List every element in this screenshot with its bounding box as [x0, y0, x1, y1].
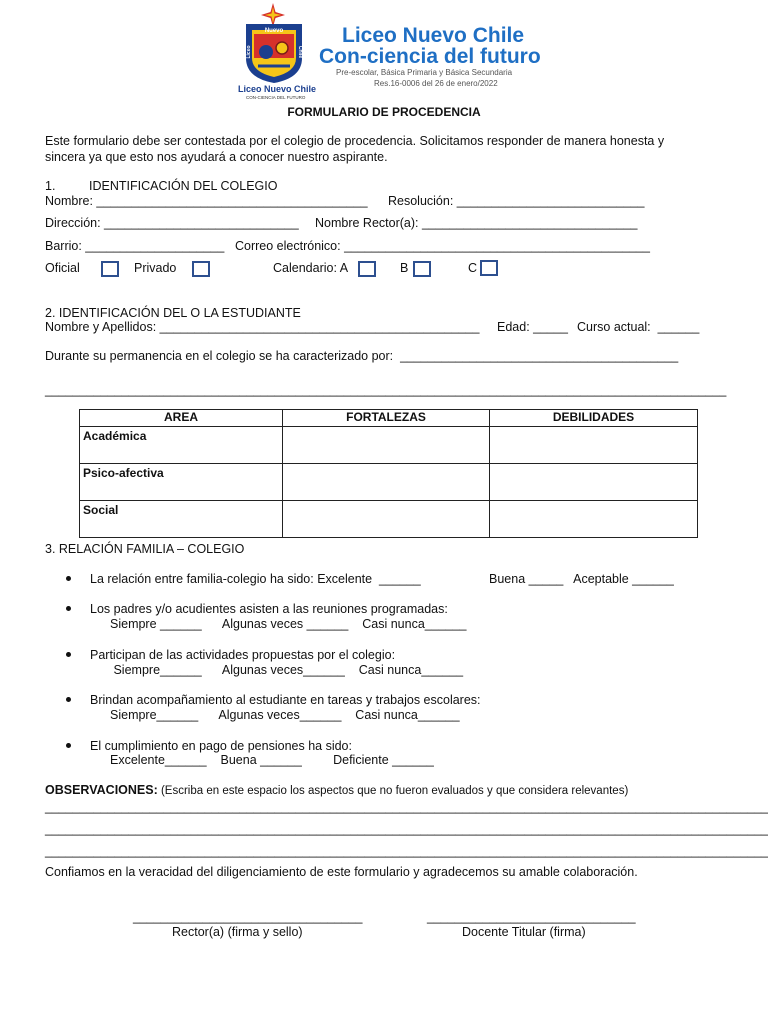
bullet-icon	[66, 576, 71, 581]
calendar-a-checkbox[interactable]	[358, 261, 376, 277]
calendar-b-label: B	[400, 261, 409, 275]
homework-options[interactable]: Siempre______ Algunas veces______ Casi nunca______	[110, 708, 460, 722]
payments-options[interactable]: Excelente______ Buena ______ Deficiente ______	[110, 753, 434, 767]
school-logo	[236, 2, 541, 102]
school-name-field[interactable]: Nombre: _______________________________________	[45, 194, 368, 208]
crest-left-word: Liceo	[246, 45, 252, 59]
row-label-academica: Académica	[80, 427, 283, 464]
crest-subtitle: CON-CIENCIA DEL FUTURO	[246, 95, 306, 100]
signature-label-teacher: Docente Titular (firma)	[462, 925, 586, 939]
cell-fortalezas[interactable]	[283, 427, 490, 464]
calendar-b-checkbox[interactable]	[413, 261, 431, 277]
student-name-field[interactable]: Nombre y Apellidos: ______________________________________________	[45, 320, 480, 334]
signature-label-rector: Rector(a) (firma y sello)	[172, 925, 303, 939]
meetings-question: Los padres y/o acudientes asisten a las reuniones programadas:	[90, 602, 448, 616]
permanence-field[interactable]: Durante su permanencia en el colegio se ha caracterizado por: ________________________________________	[45, 349, 679, 363]
relation-question[interactable]: La relación entre familia-colegio ha sido: Excelente ______	[90, 572, 421, 586]
crest-top-word: Nuevo	[264, 28, 284, 34]
neighborhood-field[interactable]: Barrio: ____________________	[45, 239, 225, 253]
bullet-icon	[66, 606, 71, 611]
brand-name: Liceo Nuevo Chile	[342, 24, 525, 47]
resolution-field[interactable]: Resolución: ___________________________	[388, 194, 645, 208]
bullet-icon	[66, 743, 71, 748]
observations-line[interactable]: ________________________________________________________________________________________________________	[45, 844, 768, 858]
intro-line-1: Este formulario debe ser contestada por el colegio de procedencia. Solicitamos responder de manera honesta y	[45, 134, 665, 148]
observations-heading: OBSERVACIONES:	[45, 783, 158, 797]
activities-question: Participan de las actividades propuestas por el colegio:	[90, 648, 396, 662]
table-row	[80, 427, 698, 464]
table-row	[80, 464, 698, 501]
homework-question: Brindan acompañamiento al estudiante en tareas y trabajos escolares:	[90, 693, 481, 707]
crest-shield-icon	[242, 22, 306, 84]
bullet-icon	[66, 697, 71, 702]
observations-line[interactable]: ________________________________________________________________________________________________________	[45, 822, 768, 836]
form-title: FORMULARIO DE PROCEDENCIA	[287, 105, 481, 119]
privado-checkbox[interactable]	[192, 261, 210, 277]
table-row	[80, 501, 698, 538]
column-header-debilidades: DEBILIDADES	[490, 410, 698, 427]
table-header-row	[80, 410, 698, 427]
section1-heading: IDENTIFICACIÓN DEL COLEGIO	[89, 179, 278, 193]
permanence-line-2[interactable]: __________________________________________________________________________________________________	[45, 383, 727, 397]
section2-heading: 2. IDENTIFICACIÓN DEL O LA ESTUDIANTE	[45, 306, 301, 320]
crest-name: Liceo Nuevo Chile	[238, 84, 317, 94]
payments-question: El cumplimiento en pago de pensiones ha sido:	[90, 739, 352, 753]
brand-resolution: Res.16-0006 del 26 de enero/2022	[374, 79, 498, 88]
closing-text: Confiamos en la veracidad del diligenciamiento de este formulario y agradecemos su amable colaboración.	[45, 865, 638, 879]
observations-label	[45, 782, 628, 799]
calendar-c-label: C	[468, 261, 478, 275]
observations-line[interactable]: ________________________________________________________________________________________________________	[45, 800, 768, 814]
areas-table	[79, 409, 698, 538]
signature-line-teacher[interactable]: ______________________________	[427, 910, 636, 924]
calendar-c-checkbox[interactable]	[480, 260, 498, 276]
oficial-checkbox[interactable]	[101, 261, 119, 277]
crest-right-word: Chile	[297, 45, 303, 59]
cell-fortalezas[interactable]	[283, 464, 490, 501]
column-header-area: AREA	[80, 410, 283, 427]
section3-heading: 3. RELACIÓN FAMILIA – COLEGIO	[45, 542, 245, 556]
email-field[interactable]: Correo electrónico: ____________________________________________	[235, 239, 650, 253]
brand-levels: Pre-escolar, Básica Primaria y Básica Secundaria	[336, 68, 513, 77]
cell-fortalezas[interactable]	[283, 501, 490, 538]
row-label-psico-afectiva: Psico-afectiva	[80, 464, 283, 501]
address-field[interactable]: Dirección: ____________________________	[45, 216, 299, 230]
cell-debilidades[interactable]	[490, 501, 698, 538]
meetings-options[interactable]: Siempre ______ Algunas veces ______ Casi nunca______	[110, 617, 467, 631]
calendar-a-label: Calendario: A	[273, 261, 349, 275]
age-field[interactable]: Edad: _____	[497, 320, 568, 334]
section1-number: 1.	[45, 179, 56, 193]
brand-slogan: Con-ciencia del futuro	[319, 45, 541, 68]
grade-field[interactable]: Curso actual: ______	[577, 320, 700, 334]
observations-note: (Escriba en este espacio los aspectos que no fueron evaluados y que considera relevantes)	[157, 785, 629, 797]
bullet-icon	[66, 652, 71, 657]
rector-name-field[interactable]: Nombre Rector(a): _______________________________	[315, 216, 638, 230]
intro-line-2: sincera ya que esto nos ayudará a conocer nuestro aspirante.	[45, 150, 388, 164]
row-label-social: Social	[80, 501, 283, 538]
column-header-fortalezas: FORTALEZAS	[283, 410, 490, 427]
signature-line-rector[interactable]: _________________________________	[133, 910, 363, 924]
cell-debilidades[interactable]	[490, 464, 698, 501]
oficial-label: Oficial	[45, 261, 80, 275]
relation-options[interactable]: Buena _____ Aceptable ______	[489, 572, 674, 586]
privado-label: Privado	[134, 261, 177, 275]
activities-options[interactable]: Siempre______ Algunas veces______ Casi nunca______	[110, 663, 464, 677]
cell-debilidades[interactable]	[490, 427, 698, 464]
